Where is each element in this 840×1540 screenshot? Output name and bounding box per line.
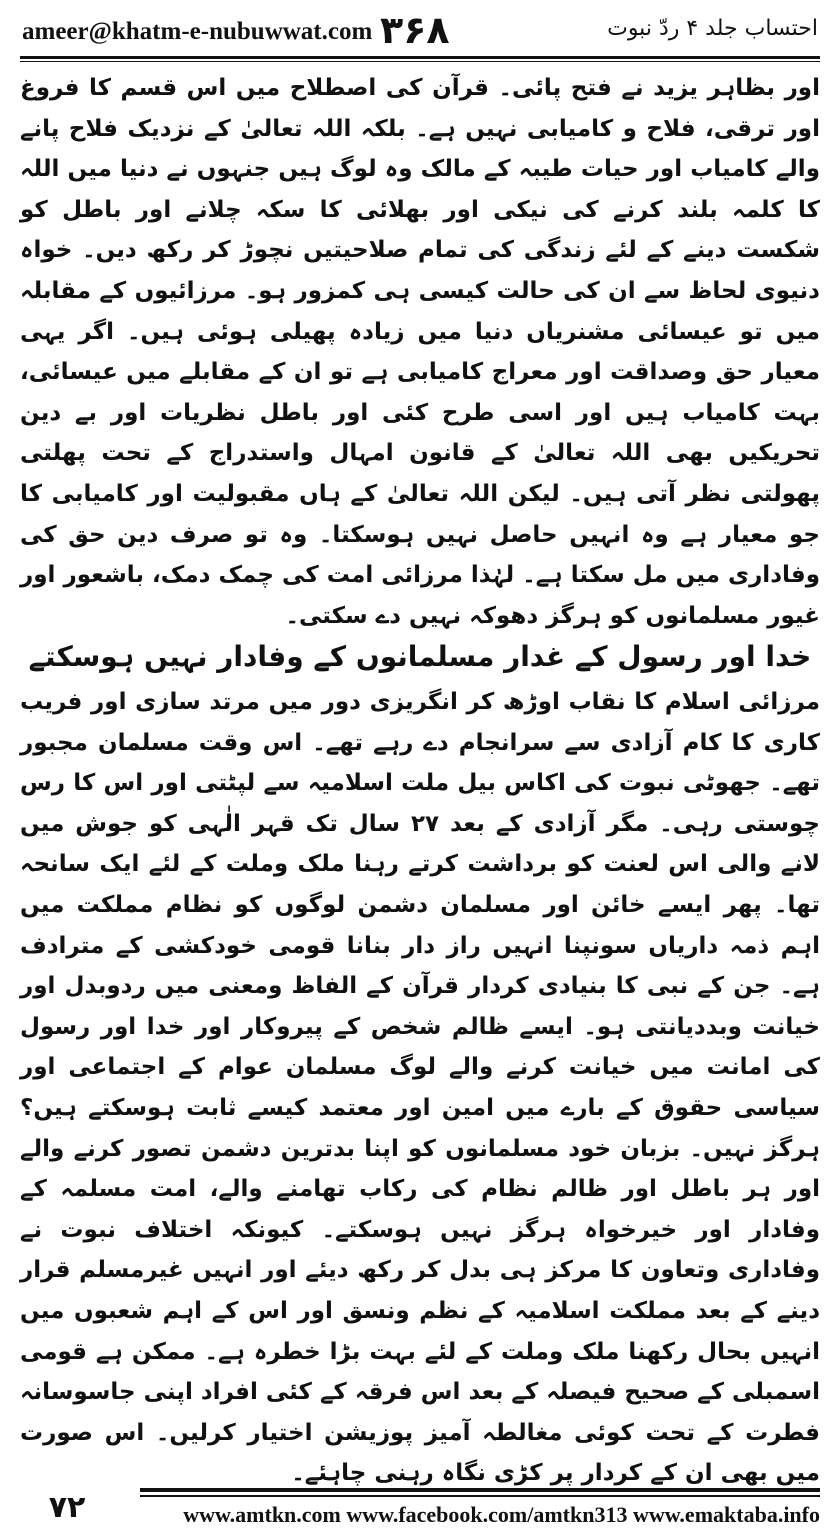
- paragraph-1: اور بظاہر یزید نے فتح پائی۔ قرآن کی اصطلاح میں اس قسم کا فروغ اور ترقی، فلاح و کامیابی نہیں ہے۔ بلکہ اللہ تعالیٰ کے نزدیک فلاح پانے والے کامیاب اور حیات طیبہ کے مالک وہ لوگ ہیں جنہوں نے دنیا میں اللہ کا کلمہ بلند کرنے کی نیکی اور بھلائی کا سکہ چلانے اور باطل کو شکست دینے کے لئے زندگی کی تمام صلاحیتیں نچوڑ کر رکھ دیں۔ خواہ دنیوی لحاظ سے ان کی حالت کیسی ہی کمزور ہو۔ مرزائیوں کے مقابلہ میں تو عیسائی مشنریاں دنیا میں زیادہ پھیلی ہوئی ہیں۔ اگر یہی معیار حق وصداقت اور معراج کامیابی ہے تو ان کے مقابلے میں عیسائی، بہت کامیاب ہیں اور اسی طرح کئی اور باطل نظریات اور بے دین تحریکیں بھی اللہ تعالیٰ کے قانون امہال واستدراج کے تحت پھلتی پھولتی نظر آتی ہیں۔ لیکن اللہ تعالیٰ کے ہاں مقبولیت اور کامیابی کا جو معیار ہے وہ انہیں حاصل نہیں ہوسکتا۔ وہ تو صرف دین حق کی وفاداری میں مل سکتا ہے۔ لہٰذا مرزائی امت کی چمک دمک، باشعور اور غیور مسلمانوں کو ہرگز دھوکہ نہیں دے سکتی۔: [20, 75, 820, 629]
- header-rule: [20, 56, 820, 59]
- paragraph-2: مرزائی اسلام کا نقاب اوڑھ کر انگریزی دور میں مرتد سازی اور فریب کاری کا کام آزادی سے سرانجام دے رہے تھے۔ اس وقت مسلمان مجبور تھے۔ جھوٹی نبوت کی اکاس بیل ملت اسلامیہ سے لپٹتی اور اس کا رس چوستی رہی۔ مگر آزادی کے بعد ۲۷ سال تک قہر الٰہی کو جوش میں لانے والی اس لعنت کو برداشت کرتے رہنا ملک وملت کے لئے ایک سانحہ تھا۔ پھر ایسے خائن اور مسلمان دشمن لوگوں کو نظام مملکت میں اہم ذمہ داریاں سونپنا انہیں راز دار بنانا قومی خودکشی کے مترادف ہے۔ جن کے نبی کا بنیادی کردار قرآن کے الفاظ ومعنی میں ردوبدل اور خیانت وبددیانتی ہو۔ ایسے ظالم شخص کے پیروکار اور خدا اور رسول کی امانت میں خیانت کرنے والے لوگ مسلمان عوام کے اجتماعی اور سیاسی حقوق کے بارے میں امین اور معتمد کیسے ثابت ہوسکتے ہیں؟ ہرگز نہیں۔ بزبان خود مسلمانوں کو اپنا بدترین دشمن تصور کرنے والے اور ہر باطل اور ظالم نظام کی رکاب تھامنے والے، امت مسلمہ کے وفادار اور خیرخواہ ہرگز نہیں ہوسکتے۔ کیونکہ اختلاف نبوت نے وفاداری وتعاون کا مرکز ہی بدل کر رکھ دیئے اور انہیں غیرمسلم قرار دینے کے بعد مملکت اسلامیہ کے نظم ونسق اور اس کے اہم شعبوں میں انہیں بحال رکھنا ملک وملت کے لئے بہت بڑا خطرہ ہے۔ ممکن ہے قومی اسمبلی کے صحیح فیصلہ کے بعد اس فرقہ کے کئی افراد اپنی جاسوسانہ فطرت کے تحت کوئی مغالطہ آمیز پوزیشن اختیار کرلیں۔ اس صورت میں بھی ان کے کردار پر کڑی نگاہ رہنی چاہئے۔: [20, 689, 820, 1487]
- header-email: ameer@khatm-e-nubuwwat.com: [22, 18, 373, 45]
- header-rule-thin: [20, 61, 820, 62]
- footer-rule: [140, 1488, 820, 1492]
- footer-page-number: ۷۲: [48, 1490, 86, 1525]
- section-heading: خدا اور رسول کے غدار مسلمانوں کے وفادار نہیں ہوسکتے: [28, 640, 812, 673]
- header-page-number: ۳۶۸: [380, 8, 450, 52]
- footer-rule-thin: [140, 1495, 820, 1497]
- body-text-upper: [20, 68, 820, 636]
- header-book-title: احتساب جلد ۴ ردّ نبوت: [607, 16, 818, 41]
- body-text-lower: [20, 682, 820, 1494]
- page-header: [0, 0, 840, 58]
- footer-links: www.amtkn.com www.facebook.com/amtkn313 www.emaktaba.info: [183, 1502, 820, 1527]
